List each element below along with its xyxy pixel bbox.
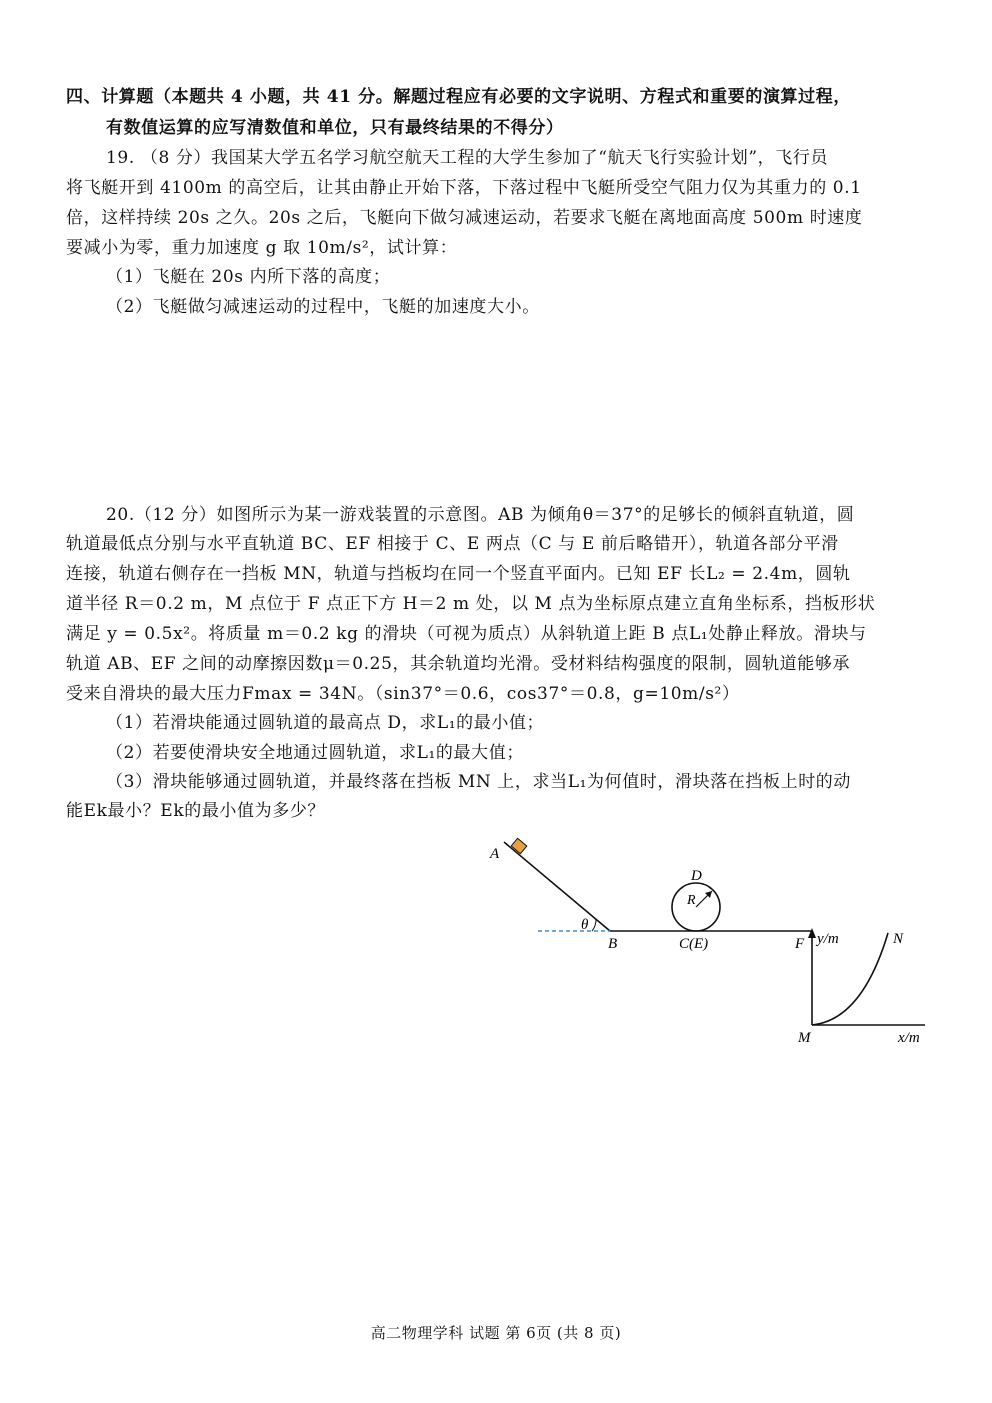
label-theta: θ [581, 917, 589, 933]
page-footer: 高二物理学科 试题 第 6页 (共 8 页) [370, 1324, 622, 1342]
q20-subquestion-3: （3）滑块能够通过圆轨道，并最终落在挡板 MN 上，求当L₁为何值时，滑块落在挡板上时的动 [106, 772, 852, 792]
label-x-axis: x/m [898, 1030, 920, 1046]
section-title-line1: 四、计算题（本题共 4 小题，共 41 分。解题过程应有必要的文字说明、方程式和重要的演算过程， [66, 87, 851, 107]
q20-line: 连接，轨道右侧存在一挡板 MN，轨道与挡板均在同一个竖直平面内。已知 EF 长L₂ = 2.4m，圆轨 [66, 564, 851, 584]
q20-line: 满足 y = 0.5x²。将质量 m＝0.2 kg 的滑块（可视为质点）从斜轨道上距 B 点L₁处静止释放。滑块与 [66, 624, 867, 644]
incline-track-ab [504, 842, 610, 931]
track-diagram [480, 830, 940, 1060]
q19-line: 要减小为零，重力加速度 g 取 10m/s²，试计算： [66, 238, 458, 258]
q20-line: 受来自滑块的最大压力Fmax = 34N。（sin37°＝0.6，cos37°＝0.8，g=10m/s²） [66, 684, 740, 704]
label-b: B [608, 936, 618, 952]
section-title-line2: 有数值运算的应写清数值和单位，只有最终结果的不得分） [106, 118, 564, 138]
q20-subquestion-2: （2）若要使滑块安全地通过圆轨道，求L₁的最大值； [106, 743, 524, 763]
label-a: A [490, 846, 500, 862]
slider-block [511, 838, 527, 853]
q19-line: 倍，这样持续 20s 之久。20s 之后，飞艇向下做匀减速运动，若要求飞艇在离地面高度 500m 时速度 [66, 208, 863, 228]
y-axis-arrowhead [808, 928, 816, 938]
q19-subquestion-2: （2）飞艇做匀减速运动的过程中，飞艇的加速度大小。 [106, 297, 540, 317]
q19-line: 19. （8 分）我国某大学五名学习航空航天工程的大学生参加了“航天飞行实验计划”，飞行员 [106, 148, 829, 168]
label-y-axis: y/m [817, 931, 839, 947]
q19-line: 将飞艇开到 4100m 的高空后，让其由静止开始下落，下落过程中飞艇所受空气阻力仅为其重力的 0.1 [66, 178, 862, 198]
q20-line: 20.（12 分）如图所示为某一游戏装置的示意图。AB 为倾角θ＝37°的足够长的倾斜直轨道，圆 [106, 505, 855, 525]
q20-line: 道半径 R＝0.2 m，M 点位于 F 点正下方 H＝2 m 处，以 M 点为坐标原点建立直角坐标系，挡板形状 [66, 594, 876, 614]
label-d: D [691, 868, 702, 884]
q20-line: 轨道 AB、EF 之间的动摩擦因数μ＝0.25，其余轨道均光滑。受材料结构强度的限制，圆轨道能够承 [66, 654, 851, 674]
q19-subquestion-1: （1）飞艇在 20s 内所下落的高度； [106, 267, 391, 287]
label-f: F [795, 936, 805, 952]
label-r: R [687, 893, 696, 908]
q20-line: 轨道最低点分别与水平直轨道 BC、EF 相接于 C、E 两点（C 与 E 前后略错开），轨道各部分平滑 [66, 534, 839, 554]
label-m: M [798, 1030, 811, 1046]
q20-subquestion-1: （1）若滑块能通过圆轨道的最高点 D，求L₁的最小值； [106, 713, 545, 733]
label-n: N [893, 931, 904, 947]
theta-angle-arc [592, 919, 596, 931]
label-ce: C(E) [679, 936, 709, 952]
q20-subquestion-3-cont: 能Ek最小？Ek的最小值为多少？ [66, 801, 326, 821]
